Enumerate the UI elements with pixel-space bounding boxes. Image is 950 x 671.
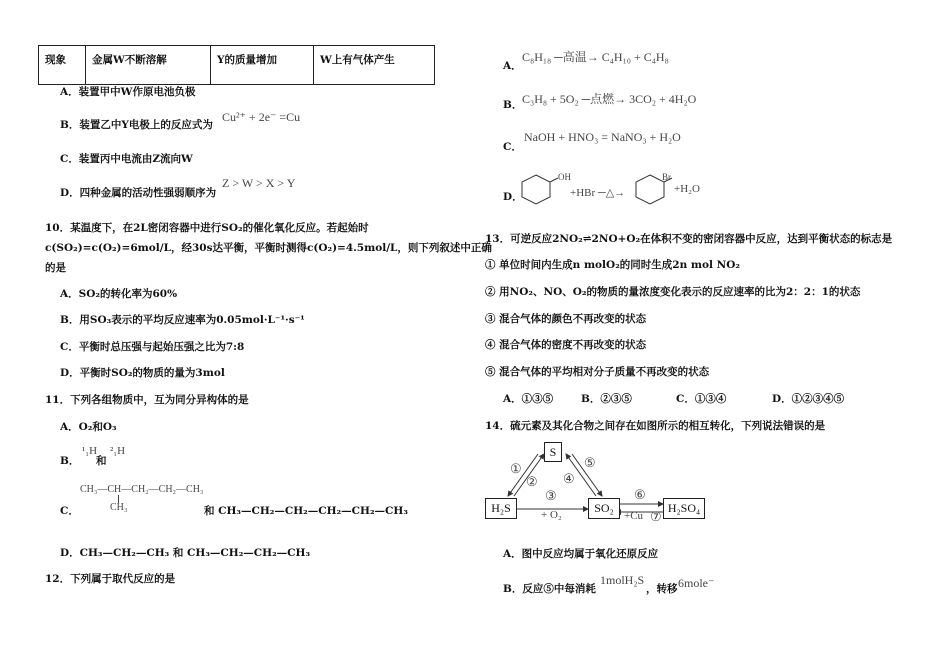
- q14-option-b: B．反应⑤中每消耗: [503, 583, 596, 595]
- q12-c-formula: NaOH + HNO₃ = NaNO₃ + H₂O: [524, 130, 681, 144]
- q11-b-and: 和: [96, 455, 107, 467]
- q11-stem: 11．下列各组物质中，互为同分异构体的是: [45, 394, 249, 406]
- q14-b-mol: 1molH₂S: [600, 573, 645, 587]
- q12-d-oh: OH: [558, 172, 571, 182]
- q12-a-formula: C₈H₁₈ ─高温→ C₄H₁₀ + C₄H₈: [522, 50, 669, 64]
- q11-option-b: B．: [60, 455, 80, 467]
- q13-option-d: D．①②③④⑤: [772, 393, 845, 405]
- q10-stem-2: c(SO₂)=c(O₂)=6mol/L，经30s达平衡，平衡时测得c(O₂)=4.5mol/L，则下列叙述中正确: [45, 242, 492, 254]
- q10-stem-3: 的是: [45, 262, 66, 274]
- label-6: ⑥: [634, 487, 646, 502]
- label-o2: + O₂: [541, 509, 562, 521]
- label-7: ⑦: [650, 509, 662, 524]
- q10-stem-1: 10．某温度下，在2L密闭容器中进行SO₂的催化氧化反应。若起始时: [45, 222, 369, 234]
- q9-b-formula: Cu²⁺ + 2e⁻ =Cu: [222, 110, 301, 124]
- q10-option-b: B．用SO₃表示的平均反应速率为0.05mol·L⁻¹·s⁻¹: [60, 314, 305, 326]
- node-so2: SO₂: [588, 498, 620, 519]
- q11-b-isotope-2: ²₁H: [110, 445, 126, 457]
- q9-option-b: B．装置乙中Y电极上的反应式为: [60, 119, 213, 131]
- q11-option-c: C．: [60, 505, 79, 517]
- q9-d-formula: Z > W > X > Y: [222, 176, 296, 190]
- label-1: ①: [510, 461, 522, 476]
- q12-option-c: C．: [503, 141, 522, 153]
- table-cell: 金属W不断溶解: [86, 46, 211, 85]
- q11-b-isotope-1: ¹₁H: [82, 445, 98, 457]
- q11-c-branch-methyl: CH₃: [110, 502, 128, 513]
- q12-d-br: Br: [662, 172, 671, 182]
- q12-d-end: +H₂O: [674, 183, 700, 195]
- q9-option-c: C．装置丙中电流由Z流向W: [60, 153, 193, 165]
- table-cell: 现象: [39, 46, 86, 85]
- q13-item-4: ④ 混合气体的密度不再改变的状态: [485, 339, 647, 351]
- q12-stem: 12．下列属于取代反应的是: [45, 573, 176, 585]
- q12-d-middle: +HBr ─△→: [570, 187, 626, 199]
- q9-option-d: D．四种金属的活动性强弱顺序为: [60, 187, 217, 199]
- q14-option-a: A．图中反应均属于氧化还原反应: [503, 548, 659, 560]
- q12-option-a: A．: [503, 60, 522, 72]
- q14-b-post: ，转移: [646, 583, 678, 595]
- q11-c-branched-chain: CH₃—CH—CH₂—CH₂—CH₃: [80, 484, 204, 495]
- cyclohexane-ring-2: [636, 175, 664, 204]
- label-4: ④: [563, 471, 575, 486]
- q9-option-a: A．装置甲中W作原电池负极: [60, 86, 196, 98]
- label-5: ⑤: [584, 455, 596, 470]
- q11-option-d: D．CH₃—CH₂—CH₃ 和 CH₃—CH₂—CH₂—CH₃: [60, 547, 311, 559]
- cyclohexane-ring-1: [522, 175, 550, 204]
- q12-b-formula: C₃H₈ + 5O₂ ─点燃→ 3CO₂ + 4H₂O: [522, 92, 697, 106]
- q13-item-3: ③ 混合气体的颜色不再改变的状态: [485, 313, 647, 325]
- q13-option-c: C．①③④: [676, 393, 727, 405]
- table-cell: Y的质量增加: [211, 46, 314, 85]
- label-cu: +Cu: [624, 510, 644, 522]
- q12-option-d: D．: [503, 191, 523, 203]
- oh-bond: [550, 178, 558, 182]
- q14-b-electrons: 6mole⁻: [678, 576, 715, 590]
- q11-c-and-chain: 和 CH₃—CH₂—CH₂—CH₂—CH₂—CH₃: [204, 505, 408, 517]
- q11-option-a: A．O₂和O₃: [60, 421, 117, 433]
- q13-option-a: A．①③⑤: [503, 393, 554, 405]
- node-h2so4: H₂SO₄: [663, 498, 705, 519]
- q10-option-d: D．平衡时SO₂的物质的量为3mol: [60, 367, 225, 379]
- label-2: ②: [526, 474, 538, 489]
- node-s: S: [544, 442, 562, 462]
- label-3: ③: [545, 488, 557, 503]
- node-h2s: H₂S: [485, 498, 517, 519]
- q13-stem: 13．可逆反应2NO₂⇌2NO+O₂在体积不变的密闭容器中反应，达到平衡状态的标志是: [485, 233, 893, 245]
- q13-item-5: ⑤ 混合气体的平均相对分子质量不再改变的状态: [485, 366, 710, 378]
- q10-option-a: A．SO₂的转化率为60%: [60, 288, 178, 300]
- q13-item-1: ① 单位时间内生成n molO₂的同时生成2n mol NO₂: [485, 259, 740, 271]
- q14-stem: 14．硫元素及其化合物之间存在如图所示的相互转化，下列说法错误的是: [485, 420, 826, 432]
- q13-option-b: B．②③⑤: [581, 393, 632, 405]
- q10-option-c: C．平衡时总压强与起始压强之比为7:8: [60, 341, 245, 353]
- q12-option-b: B．: [503, 99, 523, 111]
- observation-table: [38, 45, 435, 85]
- table-cell: W上有气体产生: [314, 46, 435, 85]
- q13-item-2: ② 用NO₂、NO、O₂的物质的量浓度变化表示的反应速率的比为2：2：1的状态: [485, 286, 861, 298]
